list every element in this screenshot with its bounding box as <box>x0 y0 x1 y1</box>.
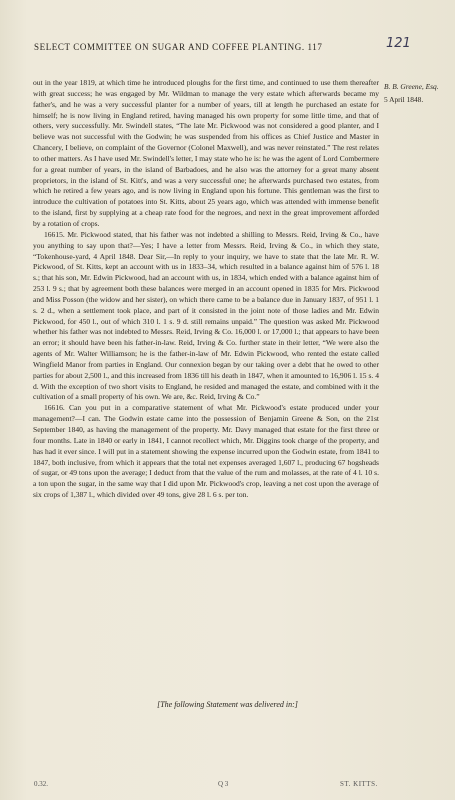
handwritten-page-number: 121 <box>386 36 411 51</box>
testimony-date: 5 April 1848. <box>384 95 424 104</box>
witness-name: B. B. Greene, Esq. <box>384 82 439 91</box>
footer-right: ST. KITTS. <box>340 780 378 788</box>
footer-signature-mark: Q 3 <box>218 780 229 788</box>
paragraph-continuation: out in the year 1819, at which time he introduced ploughs for the first time, and continued to use them thereafter with great success; he was engaged by Mr. Wildman to manage the very estate which afterwards became my father's, and he was a very successful planter for a number of years, till at length he purchased an estate for himself; he is now living in England retired, having managed his own property for some little time, and that of others, very successfully. Mr. Swindell states, “The late Mr. Pickwood was not considered a good planter, and I believe was not successful with the Godwin; he was suspended from his offices as Chief Justice and Master in Chancery, I believe, on complaint of the Governor (Colonel Maxwell), and was never reinstated.” The rest relates to other matters. As I have used Mr. Swindell's letter, I may state who he is: he was the agent of Lord Combermere for a great number of years, in the island of Barbadoes, and he also was the attorney for a great many absent proprietors, in the island of St. Kitt's, and was a very successful one; he afterwards purchased two estates, from which he retired a few years ago, and is now living in England upon his fortune. This gentleman was the first to introduce the cultivation of potatoes into St. Kitts, about 25 years ago, which was attended with immense benefit to the island, first by supplying at a cheap rate food for the negroes, and next in the great improvement afforded by a rotation of crops. <box>33 78 379 228</box>
footer-left: 0.32. <box>34 780 48 788</box>
testimony-body <box>33 78 379 501</box>
margin-notes <box>384 80 454 106</box>
paragraph-16616: 16616. Can you put in a comparative statement of what Mr. Pickwood's estate produced under your management?—I can. The Godwin estate came into the possession of Benjamin Greene & Son, on the 21st September 1840, as having the management of the property. Mr. Davy managed that estate for the first three or four months. Late in 1840 or early in 1841, I cannot recollect which, Mr. Diggins took charge of the property, and has had it ever since. I will put in a statement showing the expense incurred upon the Godwin estate, from 1841 to 1847, both inclusive, from which it appears that the total net expenses averaged 1,607 l., producing 67 hogsheads of sugar, or 49 tons upon the average; I deduct from that the value of the rum and molasses, at the rate of 4 l. 10 s. a ton upon the sugar, in the same way that I did upon Mr. Pickwood's crop, leaving a net cost upon the average of six crops of 1,387 l., which divided over 49 tons, give 28 l. 6 s. per ton. <box>33 403 379 500</box>
paragraph-16615: 16615. Mr. Pickwood stated, that his father was not indebted a shilling to Messrs. Reid, Irving & Co., have you anything to say upon that?—Yes; I have a letter from Messrs. Reid, Irving & Co., in which they state, “Tokenhouse-yard, 4 April 1848. Dear Sir,—In reply to your inquiry, we have to state that the late Mr. R. W. Pickwood, of St. Kitts, kept an account with us in 1833–34, which resulted in a balance against him of 576 l. 18 s.; that his son, Mr. Edwin Pickwood, had an account with us, in 1834, which ended with a balance against him of 253 l. 9 s.; that by agreement both these balances were merged in an account opened in 1835 for Mrs. Pickwood and Miss Posson (the widow and her sister), on which there came to be a balance due in January 1837, of 951 l. 1 s. 2 d., when a settlement took place, and part of it consisted in the joint note of those ladies and Mr. Edwin Pickwood, for 450 l., out of which 310 l. 1 s. 9 d. still remains unpaid.” The question was asked Mr. Pickwood whether his father was not indebted to Messrs. Reid, Irving & Co. 16,000 l. or 17,000 l.; that appears to have been an error; it should have been his father-in-law. Reid, Irving & Co. further state in their letter, “We were also the agents of Mr. Walter Williamson; he is the father-in-law of Mr. Edwin Pickwood, who rented the estate called Wingfield Manor from parties in England. Our connexion began by our taking over a debt that he owed to other parties for about 2,500 l., and this increased from 1836 till his death in 1847, when it amounted to 16,906 l. 15 s. 4 d. With the exception of two short visits to England, he resided and managed the estate, and combined with it the cultivation of a small property of his own. We are, &c. Reid, Irving & Co.” <box>33 229 379 402</box>
running-header: SELECT COMMITTEE ON SUGAR AND COFFEE PLANTING. 117 <box>34 42 323 52</box>
statement-note: [The following Statement was delivered in:] <box>157 700 298 709</box>
